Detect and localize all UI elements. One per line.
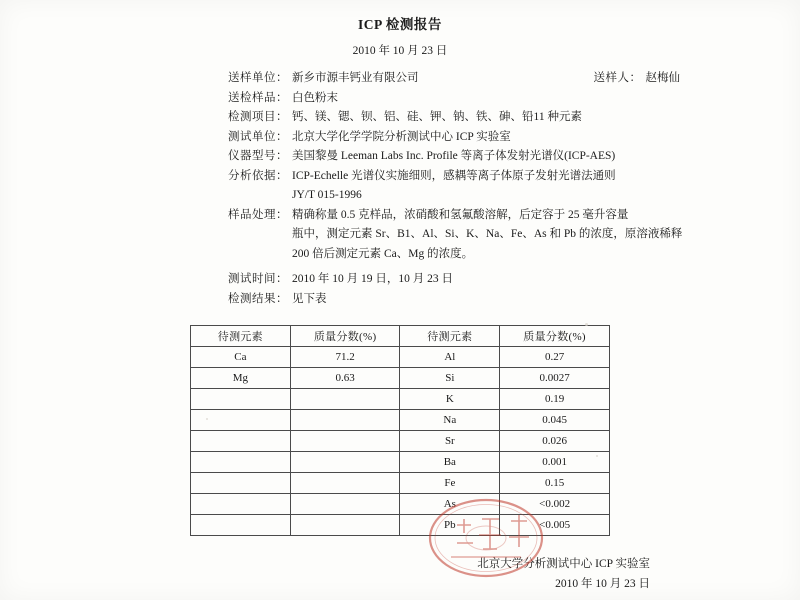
table-row [191,410,610,431]
field-value-line-2: JY/T 015-1996 [292,189,362,201]
scan-speck [585,323,588,326]
table-cell [191,494,291,515]
table-cell [191,452,291,473]
table-cell [290,431,400,452]
table-row [191,431,610,452]
field-label: 测试单位： [228,130,288,143]
field-label: 送样人： [593,72,642,84]
field-value-line-1: 精确称量 0.5 克样品，浓硝酸和氢氟酸溶解，后定容于 25 毫升容量 [292,208,629,221]
table-cell [290,389,400,410]
table-cell [191,515,291,536]
table-cell [290,452,400,473]
table-cell [290,494,400,515]
table-cell: <0.005 [500,515,610,536]
table-cell [290,515,400,536]
document-footer [0,554,800,594]
column-header: 质量分数(%) [290,326,400,347]
column-header: 待测元素 [400,326,500,347]
field-label: 送样单位： [228,72,288,84]
table-cell: 0.0027 [500,368,610,389]
table-cell [290,473,400,494]
field-value: 赵梅仙 [645,72,680,84]
results-table-container [0,325,800,536]
table-cell: 0.15 [500,473,610,494]
field-value: 新乡市源丰钙业有限公司 [292,72,419,84]
field-label: 检测结果： [228,292,288,305]
field-row-test-unit [228,128,680,148]
field-row-test-items [228,108,680,128]
field-label: 送检样品： [228,91,288,104]
table-cell [191,473,291,494]
table-cell: <0.002 [500,494,610,515]
field-label: 分析依据： [228,169,288,182]
report-date-top: 2010 年 10 月 23 日 [352,45,448,57]
field-value: 见下表 [292,292,327,305]
field-row-test-time [228,270,680,290]
table-cell: As [400,494,500,515]
field-label: 样品处理： [228,208,288,221]
table-cell: Ca [191,347,291,368]
table-cell: Na [400,410,500,431]
field-value-line-1: ICP-Echelle 光谱仪实施细则，感耦等离子体原子发射光谱法通则 [292,169,616,182]
field-row-analysis-basis [228,167,680,206]
field-row-sample-preparation [228,206,683,265]
field-value-block [292,206,682,265]
field-value-line-2: 瓶中，测定元素 Sr、B1、Al、Si、K、Na、Fe、As 和 Pb 的浓度，原溶液稀释 [292,228,683,240]
field-value: 钙、镁、锶、钡、铝、硅、钾、钠、铁、砷、铅11 种元素 [292,111,582,123]
footer-organization: 北京大学分析测试中心 ICP 实验室 [477,558,650,570]
field-row-instrument-model [228,147,680,167]
results-table [190,325,610,536]
table-cell: Pb [400,515,500,536]
table-cell: Si [400,368,500,389]
field-value: 2010 年 10 月 19 日，10 月 23 日 [292,273,453,285]
table-header-row [191,326,610,347]
field-label: 测试时间： [228,273,288,285]
field-value: 北京大学化学学院分析测试中心 ICP 实验室 [292,130,511,143]
table-row [191,494,610,515]
table-cell [191,389,291,410]
table-cell: 71.2 [290,347,400,368]
table-cell: Al [400,347,500,368]
table-row [191,515,610,536]
table-cell: 0.045 [500,410,610,431]
report-fields [0,69,800,309]
table-row [191,389,610,410]
column-header: 待测元素 [191,326,291,347]
field-value-block [292,167,616,206]
field-label: 检测项目： [228,111,288,123]
table-row [191,452,610,473]
field-value-line-3: 200 倍后测定元素 Ca、Mg 的浓度。 [292,247,474,260]
table-cell: 0.001 [500,452,610,473]
field-value: 白色粉末 [292,91,338,104]
footer-date: 2010 年 10 月 23 日 [555,578,650,590]
table-cell: Sr [400,431,500,452]
table-cell: Ba [400,452,500,473]
field-value: 美国黎曼 Leeman Labs Inc. Profile 等离子体发射光谱仪(ICP-AES) [292,150,616,162]
field-label: 仪器型号： [228,150,288,162]
table-row [191,473,610,494]
table-cell: K [400,389,500,410]
table-row [191,368,610,389]
table-cell [290,410,400,431]
column-header: 质量分数(%) [500,326,610,347]
field-row-sample [228,89,680,109]
page-title: ICP 检测报告 [358,17,442,32]
field-row-test-result [228,290,680,310]
table-cell [191,410,291,431]
table-cell: 0.27 [500,347,610,368]
scan-speck [206,418,208,420]
table-row [191,347,610,368]
table-cell: 0.026 [500,431,610,452]
table-cell: 0.19 [500,389,610,410]
scan-speck [596,455,598,457]
table-cell: 0.63 [290,368,400,389]
field-row-submitting-unit [228,69,680,89]
table-cell: Fe [400,473,500,494]
table-cell [191,431,291,452]
table-cell: Mg [191,368,291,389]
field-row-submitter [594,69,681,89]
